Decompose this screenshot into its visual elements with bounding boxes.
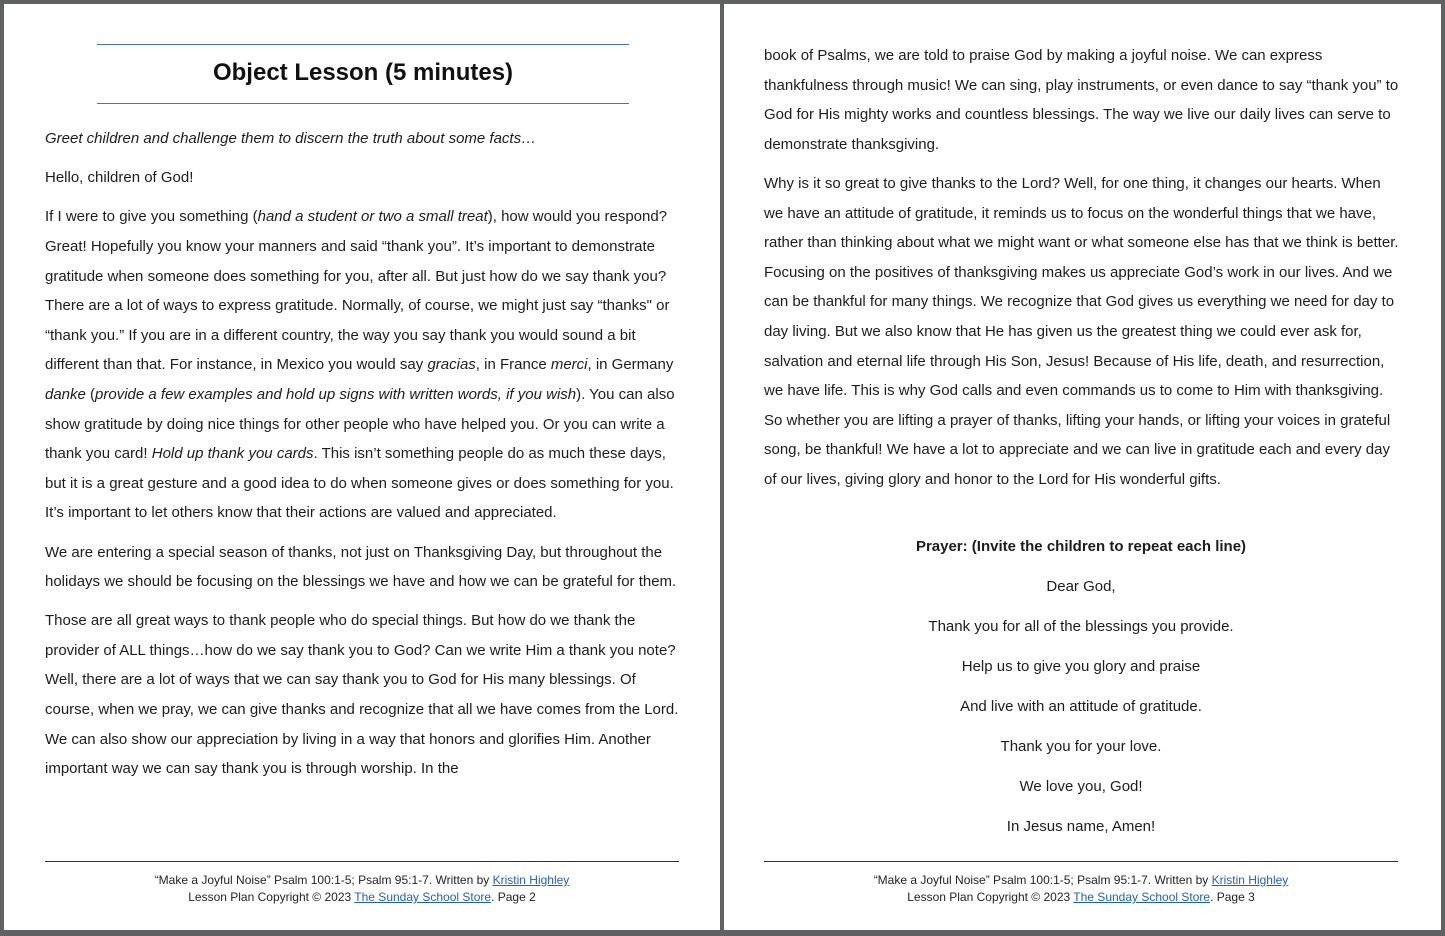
intro-instruction: Greet children and challenge them to discern the truth about some facts…: [45, 130, 537, 147]
author-link[interactable]: Kristin Highley: [1211, 873, 1289, 887]
italic-run: danke: [45, 385, 86, 403]
footer-citation: “Make a Joyful Noise” Psalm 100:1-5; Psalm 95:1-7. Written by: [873, 873, 1212, 887]
prayer-line: Thank you for your love.: [1000, 738, 1162, 755]
title-bottom-rule: [97, 103, 629, 104]
page-number: . Page 2: [491, 890, 536, 904]
footer-copyright: Lesson Plan Copyright © 2023: [188, 890, 355, 904]
section-title: Object Lesson (5 minutes): [212, 59, 514, 86]
paragraph-why-thanks: Why is it so great to give thanks to the Lord? Well, for one thing, it changes our hearts. When we have an attitude of gratitude, it reminds us to focus on the wonderful things that we have, rather than thinking about what we might want or what someone else has that we think is better. Focusing on the positives of thanksgiving makes us appreciate God’s work in our lives. And we can be thankful for many things. We recognize that God gives us everything we need for day to day living. But we also know that He has given us the greatest thing we could ever ask for, salvation and eternal life through His Son, Jesus! Because of His life, death, and resurrection, we have life. This is why God calls and even commands us to come to Him with thanksgiving. So whether you are lifting a prayer of thanks, lifting your hands, or lifting your voices in grateful song, be thankful! We have a lot to appreciate and we can live in gratitude each and every day of our lives, giving glory and honor to the Lord for His wonderful gifts.: [764, 174, 1399, 488]
text-run: ). You can also show gratitude by doing nice things for other people who have helped you. Or you can write a thank you card!: [45, 385, 675, 463]
prayer-section: [764, 535, 1398, 855]
page-3: [724, 4, 1441, 930]
footer-line-1: [45, 872, 679, 889]
italic-run: provide a few examples and hold up signs with written words, if you wish: [95, 385, 577, 403]
text-run: ), how would you respond? Great! Hopefully you know your manners and said “thank you”. It’s important to demonstrate gratitude when someone does something for you, after all. But just how do we say thank you? There are a lot of ways to express gratitude. Normally, of course, we might just say “thanks" or “thank you.” If you are in a different country, the way you say thank you would sound a bit different than that. For instance, in Mexico you would say: [45, 208, 670, 374]
prayer-line: Thank you for all of the blessings you provide.: [928, 618, 1234, 635]
italic-run: Hold up thank you cards: [151, 445, 314, 463]
paragraph-thank-god: Those are all great ways to thank people who do special things. But how do we thank the provider of ALL things…how do we say thank you to God? Can we write Him a thank you note? Well, there are a lot of ways that we can say thank you to God for His many blessings. Of course, when we pray, we can give thanks and recognize that all we have comes from the Lord. We can also show our appreciation by living in a way that honors and glorifies Him. Another important way we can say thank you is through worship. In the: [45, 612, 679, 778]
author-link[interactable]: Kristin Highley: [492, 873, 570, 887]
paragraph-psalms: book of Psalms, we are told to praise God by making a joyful noise. We can express thankfulness through music! We can sing, play instruments, or even dance to say “thank you” to God for His mighty works and countless blessings. The way we live our daily lives can serve to demonstrate thanksgiving.: [764, 47, 1399, 153]
page-3-footer: [764, 872, 1398, 906]
greeting: Hello, children of God!: [45, 169, 194, 187]
prayer-line: And live with an attitude of gratitude.: [960, 698, 1202, 715]
footer-rule: [45, 861, 679, 862]
italic-run: merci: [550, 356, 588, 374]
footer-line-2: [45, 889, 679, 906]
prayer-line: We love you, God!: [1019, 778, 1143, 795]
footer-line-2: [764, 889, 1398, 906]
store-link[interactable]: The Sunday School Store: [354, 890, 492, 904]
text-run: If I were to give you something (: [45, 208, 258, 226]
prayer-heading: Prayer: (Invite the children to repeat each line): [915, 538, 1247, 555]
footer-citation: “Make a Joyful Noise” Psalm 100:1-5; Psalm 95:1-7. Written by: [154, 873, 493, 887]
title-top-rule: [97, 44, 629, 45]
footer-rule: [764, 861, 1398, 862]
page-number: . Page 3: [1210, 890, 1255, 904]
prayer-line: Dear God,: [1046, 578, 1116, 595]
footer-copyright: Lesson Plan Copyright © 2023: [907, 890, 1074, 904]
prayer-line: Help us to give you glory and praise: [961, 658, 1201, 675]
text-run: . This isn’t something people do as much these days, but it is a great gesture and a good idea to do when someone gives or does something for you. It’s important to let others know that their actions are valued and appreciated.: [45, 445, 674, 522]
page-2: [4, 4, 720, 930]
page-2-body: [45, 124, 685, 793]
text-run: , in Germany: [587, 356, 674, 374]
paragraph-season: We are entering a special season of thanks, not just on Thanksgiving Day, but throughout the holidays we should be focusing on the blessings we have and how we can be grateful for them.: [45, 543, 677, 591]
text-run: , in France: [475, 356, 551, 374]
italic-run: hand a student or two a small treat: [257, 208, 488, 226]
paragraph-gratitude: [45, 202, 685, 528]
footer-line-1: [764, 872, 1398, 889]
page-3-body: [764, 41, 1404, 504]
italic-run: gracias: [427, 356, 476, 374]
text-run: (: [85, 385, 96, 403]
store-link[interactable]: The Sunday School Store: [1073, 890, 1211, 904]
prayer-line: In Jesus name, Amen!: [1006, 818, 1156, 835]
page-2-footer: [45, 872, 679, 906]
